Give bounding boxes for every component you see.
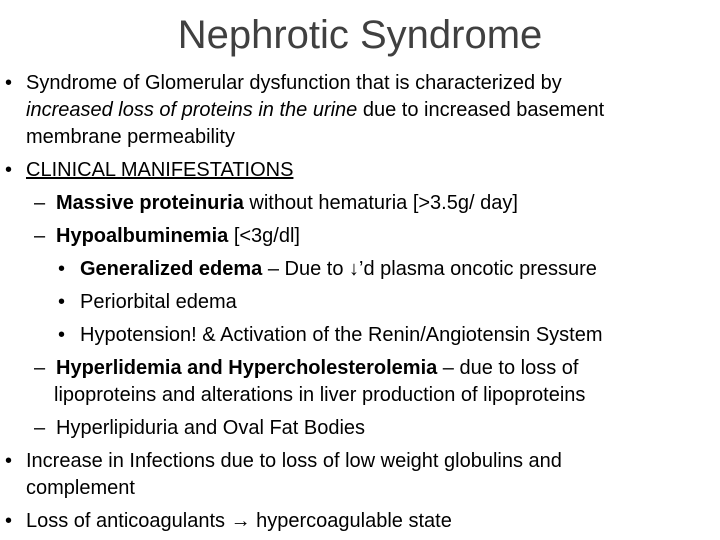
dash-marker: – bbox=[34, 192, 46, 214]
sub-item-text: – due to loss of bbox=[437, 357, 579, 379]
sub-sub-item-periorbital-edema bbox=[0, 289, 720, 316]
bullet-anticoagulants bbox=[0, 508, 720, 535]
bullet-marker: • bbox=[58, 291, 66, 313]
bullet-glomerular-dysfunction-line3 bbox=[0, 124, 720, 151]
sub-sub-item-generalized-edema bbox=[0, 256, 720, 283]
sub-item-proteinuria bbox=[0, 190, 720, 217]
bullet-clinical-manifestations bbox=[0, 157, 720, 184]
bullet-glomerular-dysfunction-line2 bbox=[0, 97, 720, 124]
sub-sub-item-text: Hypotension! & Activation of the Renin/Angiotensin System bbox=[80, 324, 603, 346]
sub-item-hyperlidemia-line2 bbox=[0, 382, 720, 409]
sub-sub-item-hypotension bbox=[0, 322, 720, 349]
bullet-marker: • bbox=[5, 510, 13, 532]
bold-term: Massive proteinuria bbox=[56, 192, 244, 214]
sub-item-text: without hematuria [>3.5g/ day] bbox=[243, 192, 518, 214]
italic-phrase: increased loss of proteins in the urine bbox=[26, 99, 358, 121]
sub-item-hyperlipiduria bbox=[0, 415, 720, 442]
slide-title: Nephrotic Syndrome bbox=[177, 13, 543, 57]
bullet-marker: • bbox=[58, 324, 66, 346]
sub-item-text: lipoproteins and alterations in liver production of lipoproteins bbox=[54, 384, 586, 406]
bullet-text: membrane permeability bbox=[26, 126, 235, 148]
sub-item-hypoalbuminemia bbox=[0, 223, 720, 250]
dash-marker: – bbox=[34, 357, 46, 379]
bullet-marker: • bbox=[58, 258, 66, 280]
bullet-marker: • bbox=[5, 450, 13, 472]
sub-item-hyperlidemia bbox=[0, 355, 720, 382]
bullet-text: Increase in Infections due to loss of low weight globulins and bbox=[26, 450, 562, 472]
sub-item-text: Hyperlipiduria and Oval Fat Bodies bbox=[56, 417, 366, 439]
bullet-text: due to increased basement bbox=[357, 99, 605, 121]
section-heading: CLINICAL MANIFESTATIONS bbox=[26, 159, 294, 181]
bullet-infections bbox=[0, 448, 720, 475]
bold-term: Generalized edema bbox=[80, 258, 263, 280]
dash-marker: – bbox=[34, 417, 46, 439]
bullet-text: complement bbox=[26, 477, 135, 499]
slide-body bbox=[0, 70, 720, 535]
sub-sub-item-text: – Due to ↓’d plasma oncotic pressure bbox=[262, 258, 597, 280]
bold-term: Hyperlidemia and Hypercholesterolemia bbox=[56, 357, 438, 379]
bullet-text: Syndrome of Glomerular dysfunction that is characterized by bbox=[26, 72, 562, 94]
bullet-infections-line2 bbox=[0, 475, 720, 502]
bullet-marker: • bbox=[5, 72, 13, 94]
bullet-text: Loss of anticoagulants → hypercoagulable state bbox=[26, 510, 452, 532]
sub-item-text: [<3g/dl] bbox=[228, 225, 300, 247]
bullet-marker: • bbox=[5, 159, 13, 181]
sub-sub-item-text: Periorbital edema bbox=[80, 291, 237, 313]
bullet-glomerular-dysfunction bbox=[0, 70, 720, 97]
bold-term: Hypoalbuminemia bbox=[56, 225, 229, 247]
dash-marker: – bbox=[34, 225, 46, 247]
